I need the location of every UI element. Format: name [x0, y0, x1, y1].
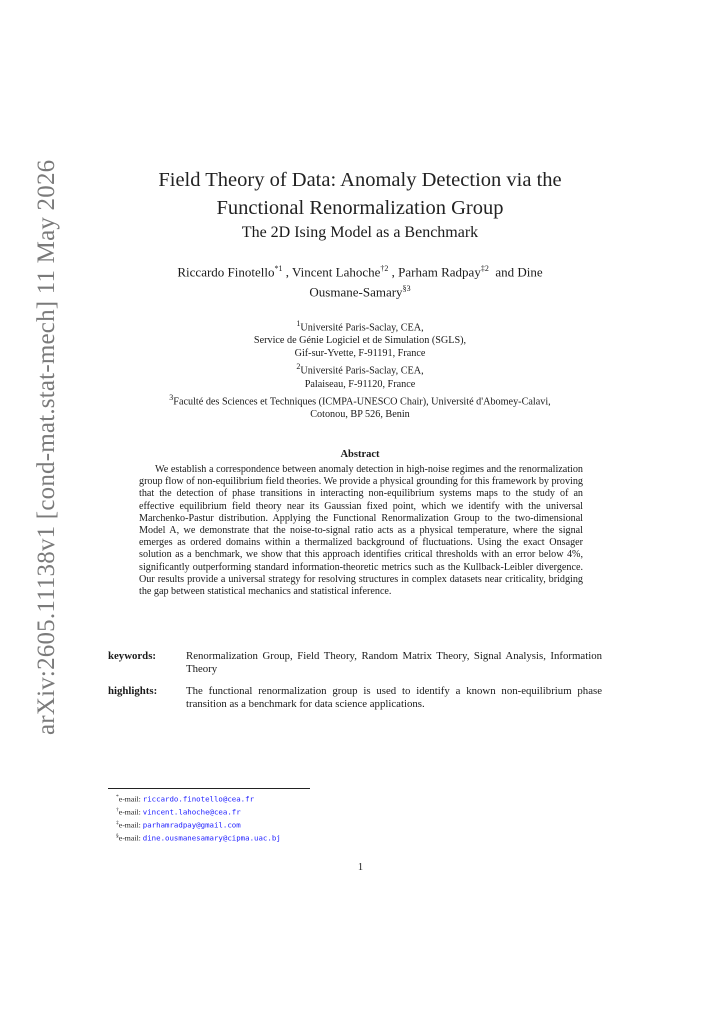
author-mark: *1: [274, 264, 283, 273]
affiliation-line: Palaiseau, F-91120, France: [304, 378, 416, 390]
keywords-label: keywords:: [108, 650, 156, 662]
affiliation-mark: 2: [296, 362, 301, 372]
footnote: [116, 805, 281, 818]
title-line-1: Field Theory of Data: Anomaly Detection via the: [158, 169, 562, 191]
paper-title: [100, 166, 620, 222]
footnotes: [116, 792, 281, 844]
affiliation-line: Université Paris-Saclay, CEA,: [300, 365, 424, 377]
affiliation-mark: 1: [296, 319, 301, 328]
page-number: 1: [357, 862, 364, 873]
email-link[interactable]: vincent.lahoche@cea.fr: [142, 807, 241, 817]
author-separator: and: [488, 264, 518, 280]
affiliation-mark: 3: [169, 392, 174, 402]
affiliation-line: Cotonou, BP 526, Benin: [310, 409, 410, 421]
author-separator: ,: [388, 264, 399, 280]
highlights-text: The functional renormalization group is used to identify a known non-equilibrium phase transition as a benchmark for data science applications.: [186, 685, 602, 710]
affiliation-line: Université Paris-Saclay, CEA,: [300, 322, 424, 334]
author-name: Parham Radpay: [398, 264, 481, 280]
affiliation-line: Faculté des Sciences et Techniques (ICMPA-UNESCO Chair), Université d'Abomey-Calavi,: [173, 396, 551, 408]
author-name: Riccardo Finotello: [177, 264, 275, 280]
author-mark: ‡2: [480, 264, 489, 273]
footnote-prefix: e-mail:: [118, 794, 143, 804]
paper-subtitle: The 2D Ising Model as a Benchmark: [241, 224, 479, 241]
abstract-text: We establish a correspondence between anomaly detection in high-noise regimes and the renormalization group flow of non-equilibrium field theories. We provide a physical grounding for this framework by proving that the detection of phase transitions in interacting non-equilibrium systems maps to the study of an effective equilibrium field theory near its Gaussian fixed point, which we identify with the universal Marchenko-Pastur distribution. Applying the Functional Renormalization Group to the two-dimensional Model A, we demonstrate that the noise-to-signal ratio acts as a physical temperature, where the signal emerges as ordered domains within a thermalized background of fluctuations. Using the exact Onsager solution as a benchmark, we show that this approach identifies critical thresholds with an error below 4%, significantly outperforming standard information-theoretic metrics such as the Kullback-Leibler divergence. Our results provide a universal strategy for resolving structures in complex datasets near criticality, bridging the gap between statistical mechanics and statistical inference.: [139, 464, 583, 598]
email-link[interactable]: parhamradpay@gmail.com: [142, 820, 241, 830]
author-name: Vincent Lahoche: [292, 264, 381, 280]
author-list: [100, 260, 620, 301]
keywords-text: Renormalization Group, Field Theory, Random Matrix Theory, Signal Analysis, Information Theory: [186, 650, 602, 675]
footnote-prefix: e-mail:: [118, 833, 143, 843]
affiliations: [90, 317, 630, 421]
footnote: [116, 831, 281, 844]
email-link[interactable]: dine.ousmanesamary@cipma.uac.bj: [142, 833, 281, 843]
footnote: [116, 818, 281, 831]
footnote-mark: ‡: [116, 820, 119, 827]
keywords-row: [108, 650, 602, 676]
arxiv-identifier: arXiv:2605.11138v1 [cond-mat.stat-mech] 11 May 2026: [33, 159, 60, 735]
footnote-mark: §: [116, 833, 119, 840]
footnote-divider: [108, 788, 310, 789]
footnote-mark: *: [116, 794, 119, 800]
highlights-label: highlights:: [108, 685, 158, 697]
author-name: Dine: [517, 264, 543, 280]
abstract-heading: Abstract: [340, 449, 380, 460]
footnote-prefix: e-mail:: [118, 807, 143, 817]
affiliation-line: Gif-sur-Yvette, F-91191, France: [294, 348, 426, 360]
title-line-2: Functional Renormalization Group: [216, 197, 504, 219]
footnote-prefix: e-mail:: [118, 820, 143, 830]
author-mark: §3: [402, 284, 411, 294]
author-name: Ousmane-Samary: [309, 284, 403, 300]
author-mark: †2: [380, 264, 389, 273]
highlights-row: [108, 685, 602, 711]
footnote: [116, 792, 281, 805]
author-separator: ,: [282, 264, 293, 280]
email-link[interactable]: riccardo.finotello@cea.fr: [142, 794, 255, 804]
affiliation-line: Service de Génie Logiciel et de Simulation (SGLS),: [253, 335, 467, 347]
footnote-mark: †: [116, 807, 119, 814]
